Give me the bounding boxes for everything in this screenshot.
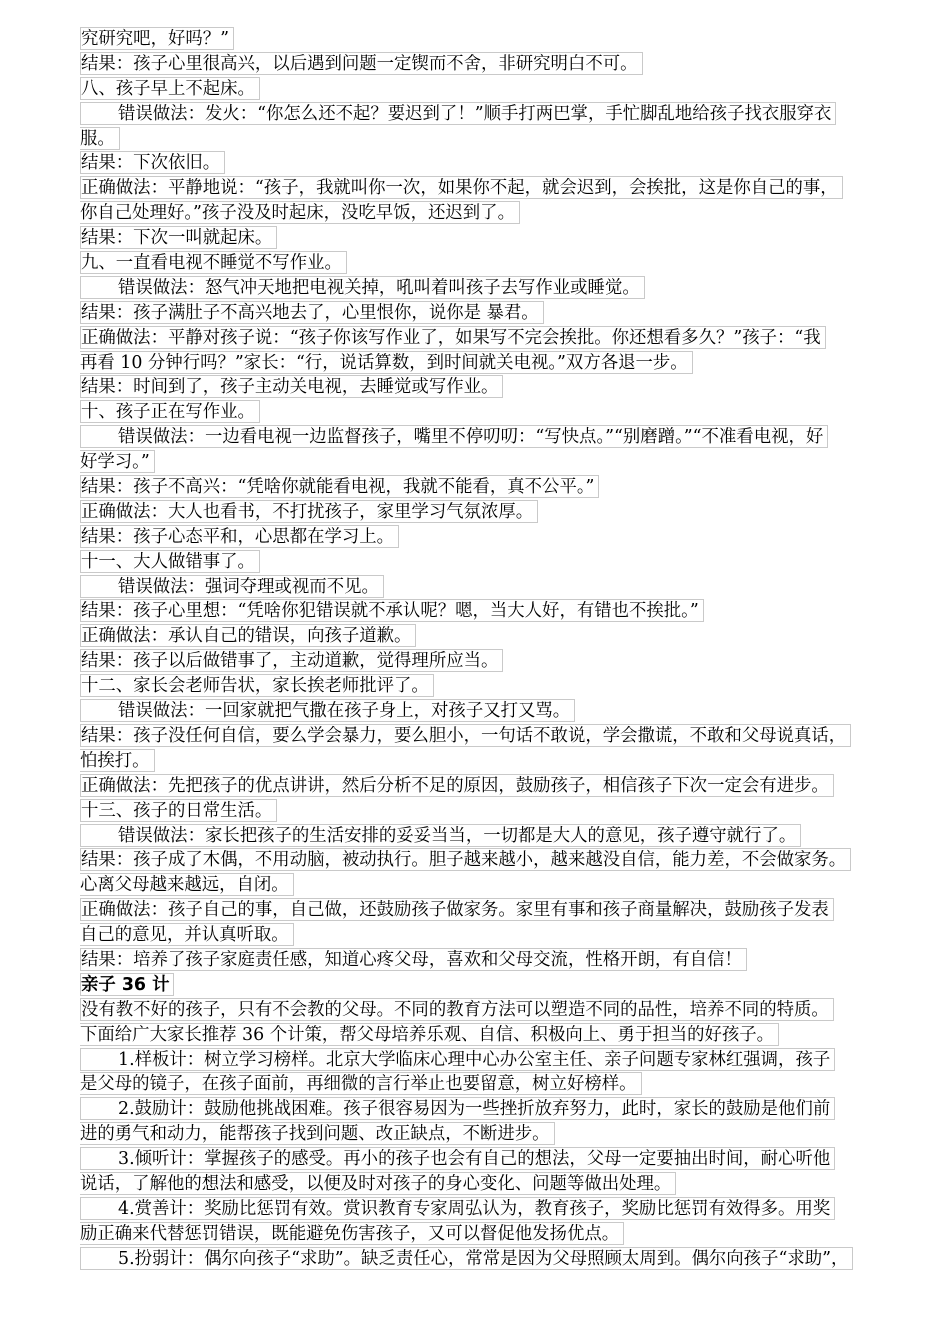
text-line-content: 正确做法：平静对孩子说：“孩子你该写作业了，如果写不完会挨批。你还想看多久？”孩子：“我: [80, 326, 826, 349]
text-line-content: 十、孩子正在写作业。: [80, 400, 260, 423]
text-line: [80, 1172, 915, 1197]
text-line-content: 结果：孩子成了木偶，不用动脑，被动执行。胆子越来越小，越来越没自信，能力差，不会做家务。: [80, 848, 851, 871]
text-line-content: 究研究吧，好吗？”: [80, 27, 234, 50]
paragraph: [80, 77, 915, 102]
text-line: [80, 400, 915, 425]
text-line: [80, 624, 915, 649]
text-line: [80, 127, 915, 152]
text-line-content: 结果：下次依旧。: [80, 151, 225, 174]
text-line: [80, 326, 915, 351]
paragraph: [80, 400, 915, 425]
paragraph: [80, 301, 915, 326]
text-line: [80, 1122, 915, 1147]
text-line-content: 下面给广大家长推荐 36 个计策，帮父母培养乐观、自信、积极向上、勇于担当的好孩子。: [80, 1023, 779, 1046]
text-line-content: 九、一直看电视不睡觉不写作业。: [80, 251, 347, 274]
text-line: [80, 77, 915, 102]
text-line-content: 结果：孩子满肚子不高兴地去了，心里恨你，说你是 暴君。: [80, 301, 544, 324]
paragraph: [80, 774, 915, 799]
text-line: [80, 575, 915, 600]
text-line: [80, 550, 915, 575]
text-line: [80, 276, 915, 301]
text-line-content: 没有教不好的孩子，只有不会教的父母。不同的教育方法可以塑造不同的品性，培养不同的特质。: [80, 998, 834, 1021]
text-line: [80, 351, 915, 376]
text-line: [80, 824, 915, 849]
paragraph: [80, 799, 915, 824]
text-line-content: 2.鼓励计：鼓励他挑战困难。孩子很容易因为一些挫折放弃努力，此时，家长的鼓励是他们前: [80, 1097, 835, 1120]
text-line-content: 自己的意见，并认真听取。: [80, 923, 294, 946]
text-line-content: 错误做法：发火：“你怎么还不起？要迟到了！”顺手打两巴掌，手忙脚乱地给孩子找衣服穿衣: [80, 102, 836, 125]
paragraph: [80, 649, 915, 674]
text-line: [80, 251, 915, 276]
text-line-content: 好学习。”: [80, 450, 155, 473]
text-line-content: 错误做法：一回家就把气撒在孩子身上，对孩子又打又骂。: [80, 699, 575, 722]
text-line: [80, 1048, 915, 1073]
text-line: [80, 699, 915, 724]
text-line-content: 正确做法：大人也看书，不打扰孩子，家里学习气氛浓厚。: [80, 500, 538, 523]
paragraph: [80, 226, 915, 251]
text-line-content: 十一、大人做错事了。: [80, 550, 260, 573]
paragraph: [80, 948, 915, 973]
text-line: [80, 27, 915, 52]
text-line-content: 3.倾听计：掌握孩子的感受。再小的孩子也会有自己的想法，父母一定要抽出时间，耐心听他: [80, 1147, 835, 1170]
text-line: [80, 450, 915, 475]
text-line-content: 结果：孩子心里想：“凭啥你犯错误就不承认呢？嗯，当大人好，有错也不挨批。”: [80, 599, 704, 622]
text-line: [80, 1197, 915, 1222]
text-line-content: 错误做法：一边看电视一边监督孩子，嘴里不停叨叨：“写快点。”“别磨蹭。”“不准看电视，好: [80, 425, 828, 448]
paragraph: [80, 575, 915, 600]
paragraph: [80, 824, 915, 849]
paragraph: [80, 176, 915, 226]
paragraph: [80, 525, 915, 550]
text-line: [80, 923, 915, 948]
text-line-content: 八、孩子早上不起床。: [80, 77, 260, 100]
paragraph: [80, 550, 915, 575]
text-line-content: 5.扮弱计：偶尔向孩子“求助”。缺乏责任心，常常是因为父母照顾太周到。偶尔向孩子“求助”，: [80, 1247, 853, 1270]
text-line: [80, 1023, 915, 1048]
text-line-content: 十三、孩子的日常生活。: [80, 799, 277, 822]
paragraph: [80, 276, 915, 301]
text-line: [80, 151, 915, 176]
text-line: [80, 301, 915, 326]
text-line: [80, 948, 915, 973]
text-line: [80, 1222, 915, 1247]
text-line-content: 怕挨打。: [80, 749, 155, 772]
text-line: [80, 649, 915, 674]
text-line-content: 结果：孩子心态平和，心思都在学习上。: [80, 525, 399, 548]
text-line: [80, 749, 915, 774]
text-line-content: 正确做法：承认自己的错误，向孩子道歉。: [80, 624, 416, 647]
text-line-content: 结果：下次一叫就起床。: [80, 226, 277, 249]
text-line: [80, 898, 915, 923]
text-line: [80, 1147, 915, 1172]
paragraph: [80, 674, 915, 699]
text-line: [80, 226, 915, 251]
text-line-content: 心离父母越来越远，自闭。: [80, 873, 294, 896]
text-line-content: 4.赏善计：奖励比惩罚有效。赏识教育专家周弘认为，教育孩子，奖励比惩罚有效得多。用奖: [80, 1197, 835, 1220]
text-line: [80, 799, 915, 824]
paragraph: [80, 1247, 915, 1272]
text-line: [80, 201, 915, 226]
paragraph: [80, 624, 915, 649]
paragraph: [80, 998, 915, 1048]
text-line: [80, 599, 915, 624]
paragraph: [80, 102, 915, 152]
text-line: [80, 375, 915, 400]
paragraph: [80, 1147, 915, 1197]
text-line-content: 结果：时间到了，孩子主动关电视，去睡觉或写作业。: [80, 375, 503, 398]
paragraph: [80, 1097, 915, 1147]
text-line: [80, 774, 915, 799]
text-line-content: 结果：培养了孩子家庭责任感，知道心疼父母，喜欢和父母交流，性格开朗，有自信！: [80, 948, 747, 971]
paragraph: [80, 1048, 915, 1098]
text-line: [80, 724, 915, 749]
text-line-content: 错误做法：怒气冲天地把电视关掉，吼叫着叫孩子去写作业或睡觉。: [80, 276, 645, 299]
paragraph: [80, 425, 915, 475]
text-line: [80, 102, 915, 127]
paragraph: [80, 251, 915, 276]
text-line-content: 是父母的镜子，在孩子面前，再细微的言行举止也要留意，树立好榜样。: [80, 1072, 642, 1095]
text-line-content: 说话，了解他的想法和感受，以便及时对孩子的身心变化、问题等做出处理。: [80, 1172, 676, 1195]
paragraph: [80, 699, 915, 724]
text-line: [80, 475, 915, 500]
text-line: [80, 848, 915, 873]
text-line-content: 服。: [80, 127, 120, 150]
paragraph: [80, 599, 915, 624]
paragraph: [80, 898, 915, 948]
text-line: [80, 1072, 915, 1097]
text-line: [80, 425, 915, 450]
paragraph: [80, 500, 915, 525]
document-body: [80, 27, 915, 1272]
section-heading: [80, 973, 915, 998]
text-line: [80, 674, 915, 699]
text-line-content: 结果：孩子以后做错事了，主动道歉，觉得理所应当。: [80, 649, 503, 672]
text-line-content: 十二、家长会老师告状，家长挨老师批评了。: [80, 674, 434, 697]
text-line-content: 1.样板计：树立学习榜样。北京大学临床心理中心办公室主任、亲子问题专家林红强调，孩子: [80, 1048, 835, 1071]
text-line: [80, 525, 915, 550]
text-line-content: 结果：孩子心里很高兴，以后遇到问题一定锲而不舍，非研究明白不可。: [80, 52, 643, 75]
text-line-content: 亲子 36 计: [80, 973, 174, 996]
text-line-content: 正确做法：先把孩子的优点讲讲，然后分析不足的原因，鼓励孩子，相信孩子下次一定会有进步。: [80, 774, 834, 797]
text-line-content: 励正确来代替惩罚错误，既能避免伤害孩子，又可以督促他发扬优点。: [80, 1222, 624, 1245]
text-line-content: 正确做法：孩子自己的事，自己做，还鼓励孩子做家务。家里有事和孩子商量解决，鼓励孩子发表: [80, 898, 834, 921]
text-line-content: 再看 10 分钟行吗？”家长：“行，说话算数，到时间就关电视。”双方各退一步。: [80, 351, 693, 374]
paragraph: [80, 1197, 915, 1247]
paragraph: [80, 375, 915, 400]
text-line: [80, 1097, 915, 1122]
text-line: [80, 873, 915, 898]
text-line-content: 结果：孩子没任何自信，要么学会暴力，要么胆小，一句话不敢说，学会撒谎，不敢和父母说真话，: [80, 724, 851, 747]
text-line: [80, 973, 915, 998]
paragraph: [80, 151, 915, 176]
text-line: [80, 500, 915, 525]
paragraph: [80, 326, 915, 376]
paragraph: [80, 52, 915, 77]
paragraph: [80, 848, 915, 898]
text-line-content: 你自己处理好。”孩子没及时起床，没吃早饭，还迟到了。: [80, 201, 520, 224]
text-line: [80, 52, 915, 77]
text-line-content: 结果：孩子不高兴：“凭啥你就能看电视，我就不能看，真不公平。”: [80, 475, 599, 498]
text-line-content: 进的勇气和动力，能帮孩子找到问题、改正缺点，不断进步。: [80, 1122, 555, 1145]
text-line-content: 错误做法：强词夺理或视而不见。: [80, 575, 384, 598]
text-line: [80, 1247, 915, 1272]
paragraph: [80, 27, 915, 52]
text-line: [80, 176, 915, 201]
text-line: [80, 998, 915, 1023]
text-line-content: 正确做法：平静地说：“孩子，我就叫你一次，如果你不起，就会迟到，会挨批，这是你自己的事，: [80, 176, 843, 199]
text-line-content: 错误做法：家长把孩子的生活安排的妥妥当当，一切都是大人的意见，孩子遵守就行了。: [80, 824, 801, 847]
paragraph: [80, 724, 915, 774]
paragraph: [80, 475, 915, 500]
